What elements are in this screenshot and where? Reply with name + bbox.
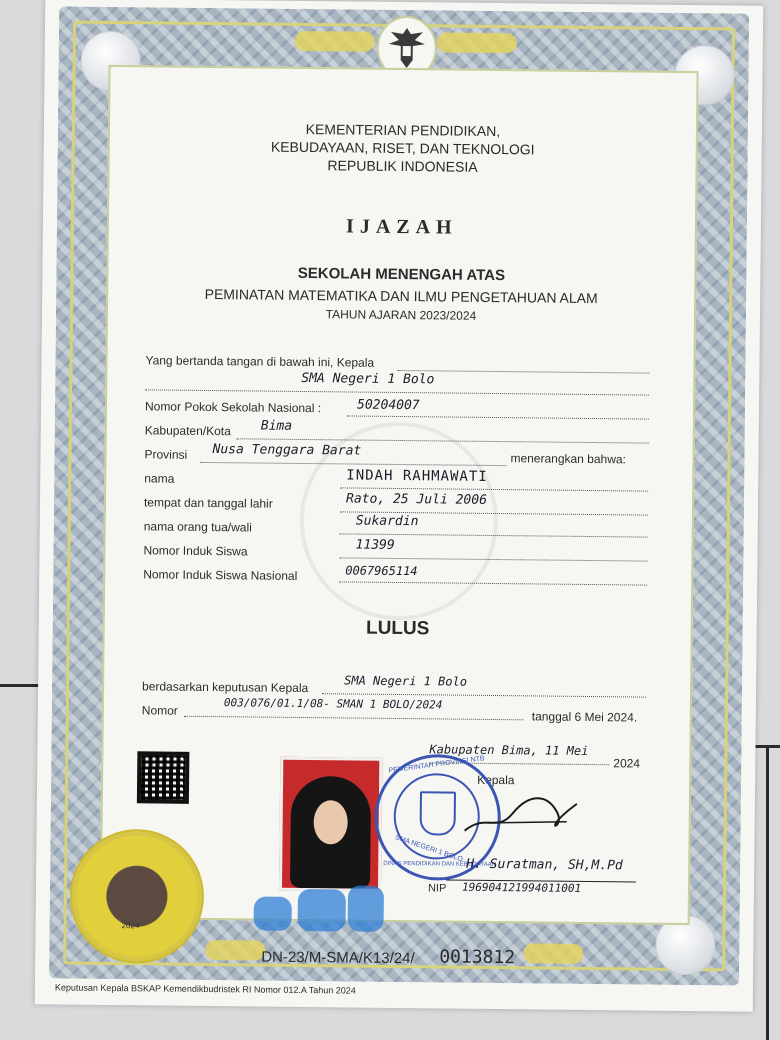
student-photo [279, 757, 382, 892]
ministry-line-3: REPUBLIK INDONESIA [327, 157, 478, 175]
ministry-line-1: KEMENTERIAN PENDIDIKAN, [305, 121, 501, 140]
nis-value: 11399 [355, 537, 395, 553]
signer-role: Kepala [477, 772, 515, 788]
stamp-outer-text: PEMERINTAH PROVINSI NTB [388, 755, 486, 775]
city-value: Bima [260, 418, 293, 434]
ink-smudge-3 [348, 885, 384, 931]
stamp-agency-text: DINAS PENDIDIKAN DAN KEBUDAYAAN [383, 860, 497, 869]
npsn-value: 50204007 [356, 397, 420, 414]
nip-label: NIP [427, 882, 447, 895]
certificate-paper [35, 0, 763, 1012]
ink-smudge-1 [254, 897, 292, 931]
document-title: IJAZAH [346, 215, 458, 239]
province-label: Provinsi [144, 447, 188, 462]
npsn-label: Nomor Pokok Sekolah Nasional : [144, 399, 322, 416]
birth-value: Rato, 25 Juli 2006 [345, 491, 488, 508]
gold-ornament-bottom-left [205, 940, 265, 961]
declares-text: menerangkan bahwa: [510, 451, 626, 467]
decision-number-label: Nomor [141, 703, 178, 718]
footer-note: Keputusan Kepala BSKAP Kemendikbudristek RI Nomor 012.A Tahun 2024 [54, 982, 356, 996]
nis-label: Nomor Induk Siswa [143, 543, 248, 559]
nisn-value: 0067965114 [345, 563, 418, 579]
hologram-year: 2024 [121, 921, 140, 931]
school-level: SEKOLAH MENENGAH ATAS [297, 264, 506, 285]
graduation-result: LULUS [365, 617, 430, 640]
stamp-school-text: SMA NEGERI 1 BOLO [394, 834, 464, 864]
decision-basis-label: berdasarkan keputusan Kepala [142, 679, 309, 696]
birth-label: tempat dan tanggal lahir [143, 495, 273, 511]
signer-name: H. Suratman, SH,M.Pd [466, 856, 623, 874]
program-name: PEMINATAN MATEMATIKA DAN ILMU PENGETAHUAN ALAM [204, 285, 598, 307]
city-label: Kabupaten/Kota [144, 423, 231, 439]
nip-value: 196904121994011001 [461, 880, 582, 895]
academic-year: TAHUN AJARAN 2023/2024 [325, 307, 477, 323]
province-value: Nusa Tenggara Barat [212, 442, 362, 459]
stamp-emblem-icon [420, 791, 456, 835]
student-name-value: INDAH RAHMAWATI [346, 467, 488, 485]
parent-value: Sukardin [355, 513, 419, 530]
serial-prefix: DN-23/M-SMA/K13/24/ [261, 948, 415, 968]
ministry-line-2: KEBUDAYAAN, RISET, DAN TEKNOLOGI [270, 138, 535, 158]
wall-grout-left [0, 684, 42, 687]
decision-date: tanggal 6 Mei 2024. [531, 709, 638, 725]
parent-label: nama orang tua/wali [143, 519, 252, 535]
school-name-value: SMA Negeri 1 Bolo [301, 370, 435, 388]
gold-ornament-top-right [437, 32, 517, 53]
signature-year: 2024 [613, 756, 641, 771]
decision-basis-value: SMA Negeri 1 Bolo [344, 673, 468, 689]
student-name-label: nama [144, 471, 175, 486]
gold-ornament-top-left [295, 31, 375, 52]
serial-number: 0013812 [439, 946, 516, 969]
nisn-label: Nomor Induk Siswa Nasional [143, 567, 298, 583]
qr-code [137, 751, 190, 804]
handwritten-signature [456, 783, 597, 844]
signature-place-date: Kabupaten Bima, 11 Mei [429, 742, 589, 758]
wall-grout-right-vertical [766, 745, 769, 1040]
hologram-seal [69, 829, 204, 964]
signer-label: Yang bertanda tangan di bawah ini, Kepala [145, 353, 375, 370]
decision-number-value: 003/076/01.1/08- SMAN 1 BOLO/2024 [223, 696, 443, 712]
ink-smudge-2 [298, 889, 346, 932]
gold-ornament-bottom-right [523, 943, 583, 964]
